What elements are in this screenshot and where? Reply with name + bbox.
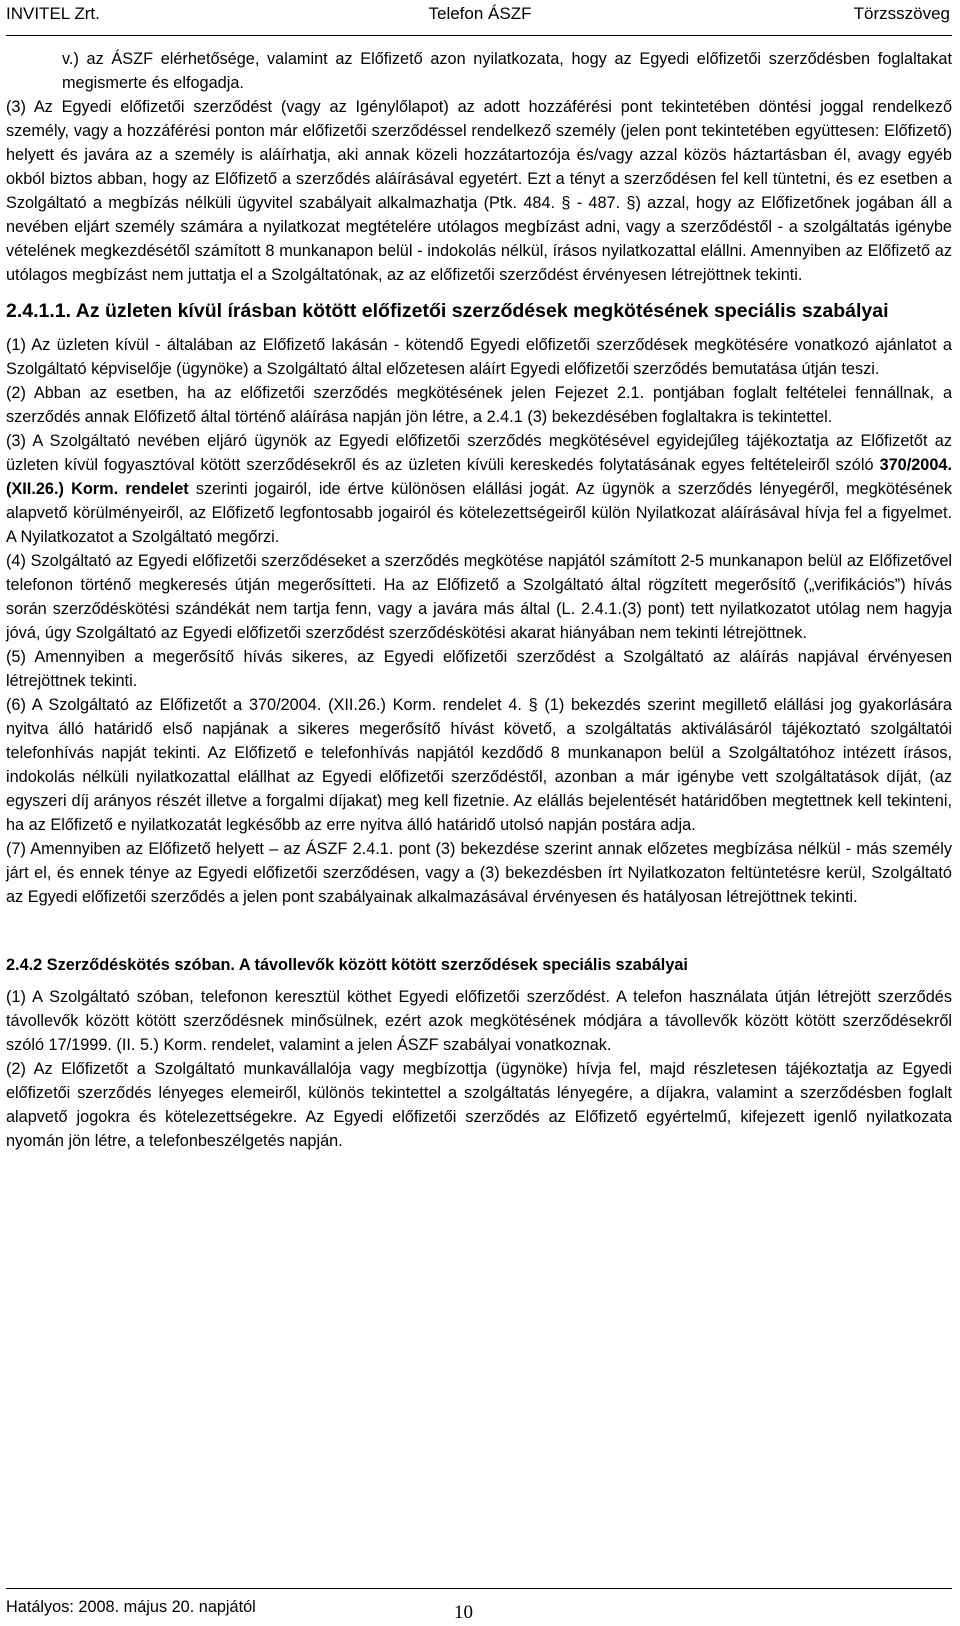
paragraph-s7: (7) Amennyiben az Előfizető helyett – az ÁSZF 2.4.1. pont (3) bekezdése szerint annak előzetes megbízása nélkül - más személy járt el, és ennek ténye az Egyedi előfizetői szerződésen, vagy a (3) bekezdésben írt Nyilatkozaton feltüntetésre kerül, Szolgáltató az Egyedi előfizetői szerződés a jelen pont szabályainak alkalmazásával érvényesen és hatályosan létrejöttnek tekinti.: [6, 840, 952, 906]
header-document-type: Telefon ÁSZF: [428, 4, 532, 23]
paragraph-s3-text-c: szerinti jogairól, ide értve különösen elállási jogát. Az ügynök a szerződés lényegéről, megkötésének alapvető körülményeiről, az Előfizető legfontosabb jogairól és kötelezettségeiről külön Nyilatkozat aláírásával hívja fel a figyelmet. A Nyilatkozatot a Szolgáltató megőrzi.: [6, 480, 952, 546]
clause-v: v.) az ÁSZF elérhetősége, valamint az Előfizető azon nyilatkozata, hogy az Egyedi előfizetői szerződésben foglaltakat megismerte és elfogadja.: [62, 50, 952, 92]
paragraph-3: (3) Az Egyedi előfizetői szerződést (vagy az Igénylőlapot) az adott hozzáférési pont tekintetében döntési joggal rendelkező személy, vagy a hozzáférési ponton már előfizetői szerződéssel rendelkező személy (jelen pont tekintetében együttesen: Előfizető) helyett és javára az a személy is aláírhatja, aki annak közeli hozzátartozója és/vagy azzal közös háztartásban él, avagy egyéb okból biztos abban, hogy az Előfizető a szerződés aláírásával egyetért. Ezt a tényt a szerződésen fel kell tüntetni, és ez esetben a Szolgáltató a megbízás nélküli ügyvitel szabályait alkalmazhatja (Ptk. 484. § - 487. §) azzal, hogy az Előfizetőnek jogában áll a nevében eljárt személy számára a nyilatkozat megtételére utólagos megbízást adni, vagy a szerződéstől - a szolgáltatás igénybe vételének megkezdésétől számított 8 munkanapon belül - indokolás nélkül, írásos nyilatkozattal elállni. Amennyiben az Előfizető az utólagos megbízást nem juttatja el a Szolgáltatónak, az az előfizetői szerződést érvényesen létrejöttnek tekinti.: [6, 98, 952, 284]
section-heading-2-4-1-1: 2.4.1.1. Az üzleten kívül írásban kötött előfizetői szerződések megkötésének speciális szabályai: [6, 300, 889, 322]
paragraph-s6: (6) A Szolgáltató az Előfizetőt a 370/2004. (XII.26.) Korm. rendelet 4. § (1) bekezdés szerint megillető elállási jog gyakorlására nyitva álló határidő első napjának a sikeres megerősítő hívást követő, a szolgáltatás aktiválásáról tájékoztató szolgáltatói telefonhívás napját tekinti. Az Előfizető e telefonhívás napjától kezdődő 8 munkanapon belül a Szolgáltatóhoz intézett írásos, indokolás nélküli nyilatkozattal elállhat az Egyedi előfizetői szerződéstől, azonban a már igénybe vett szolgáltatások díját, (az egyszeri díj arányos részét illetve a forgalmi díjakat) meg kell fizetnie. Az elállás bejelentését határidőben megtettnek kell tekinteni, ha az Előfizető e nyilatkozatát legkésőbb az erre nyitva álló határidő utolsó napján postára adja.: [6, 696, 952, 834]
paragraph-s4: (4) Szolgáltató az Egyedi előfizetői szerződéseket a szerződés megkötése napjától számított 2-5 munkanapon belül az Előfizetővel telefonon történő megkeresés útján megerősítteti. Ha az Előfizető a Szolgáltató által rögzített megerősítő („verifikációs”) hívás során szerződéskötési szándékát nem tartja fenn, vagy a javára más által (L. 2.4.1.(3) pont) tett nyilatkozatot utólag nem hagyja jóvá, úgy Szolgáltató az Egyedi előfizetői szerződést szerződéskötési akarat hiányában nem tekinti létrejöttnek.: [6, 552, 952, 642]
paragraph-s3-decree: 370/2004. (XII.26.) Korm. rendelet: [6, 456, 952, 498]
page-number: 10: [454, 1602, 473, 1623]
paragraph-t1: (1) A Szolgáltató szóban, telefonon keresztül köthet Egyedi előfizetői szerződést. A telefon használata útján létrejött szerződés távollevők között kötött szerződésnek minősülnek, ezért azok megkötésének módjára a távollevők között kötött szerződésekről szóló 17/1999. (II. 5.) Korm. rendelet, valamint a jelen ÁSZF szabályai vonatkoznak.: [6, 988, 952, 1054]
page-footer: [0, 1584, 960, 1626]
footer-effective-date: Hatályos: 2008. május 20. napjától: [6, 1598, 256, 1616]
paragraph-s2: (2) Abban az esetben, ha az előfizetői szerződés megkötésének jelen Fejezet 2.1. pontjában foglalt feltételei fennállnak, a szerződés annak Előfizető által történő aláírása napján jön létre, a 2.4.1 (3) bekezdésében foglaltakra is tekintettel.: [6, 384, 952, 426]
paragraph-s3: [6, 429, 952, 549]
header-version: Törzsszöveg: [853, 4, 950, 23]
document-body: [6, 47, 952, 1153]
section-heading-2-4-2: 2.4.2 Szerződéskötés szóban. A távollevők között kötött szerződések speciális szabályai: [6, 956, 688, 974]
paragraph-s3-text-a: (3) A Szolgáltató nevében eljáró ügynök az Egyedi előfizetői szerződés megkötésével egyidejűleg tájékoztatja az Előfizetőt az üzleten kívül fogyasztóval kötött szerződésekről és az üzleten kívüli kereskedés folytatásának egyes feltételeiről szóló: [6, 432, 952, 474]
paragraph-s5: (5) Amennyiben a megerősítő hívás sikeres, az Egyedi előfizetői szerződést a Szolgáltató az aláírás napjával érvényesen létrejöttnek tekinti.: [6, 648, 952, 690]
paragraph-s1: (1) Az üzleten kívül - általában az Előfizető lakásán - kötendő Egyedi előfizetői szerződések megkötésére vonatkozó ajánlatot a Szolgáltató képviselője (ügynöke) a Szolgáltató által előzetesen aláírt Egyedi előfizetői szerződés bemutatása útján teszi.: [6, 336, 952, 378]
paragraph-t2: (2) Az Előfizetőt a Szolgáltató munkavállalója vagy megbízottja (ügynöke) hívja fel, majd részletesen tájékoztatja az Egyedi előfizetői szerződés lényeges elemeiről, különös tekintettel a szolgáltatás lényegére, a díjakra, valamint a szerződésben foglalt alapvető jogokra és kötelezettségekre. Az Egyedi előfizetői szerződés az Előfizető egyértelmű, kifejezett igenlő nyilatkozata nyomán jön létre, a telefonbeszélgetés napján.: [6, 1060, 952, 1150]
footer-divider: [6, 1588, 952, 1589]
header-divider: [6, 35, 952, 36]
header-company: INVITEL Zrt.: [6, 4, 100, 23]
page-header: [0, 0, 960, 44]
